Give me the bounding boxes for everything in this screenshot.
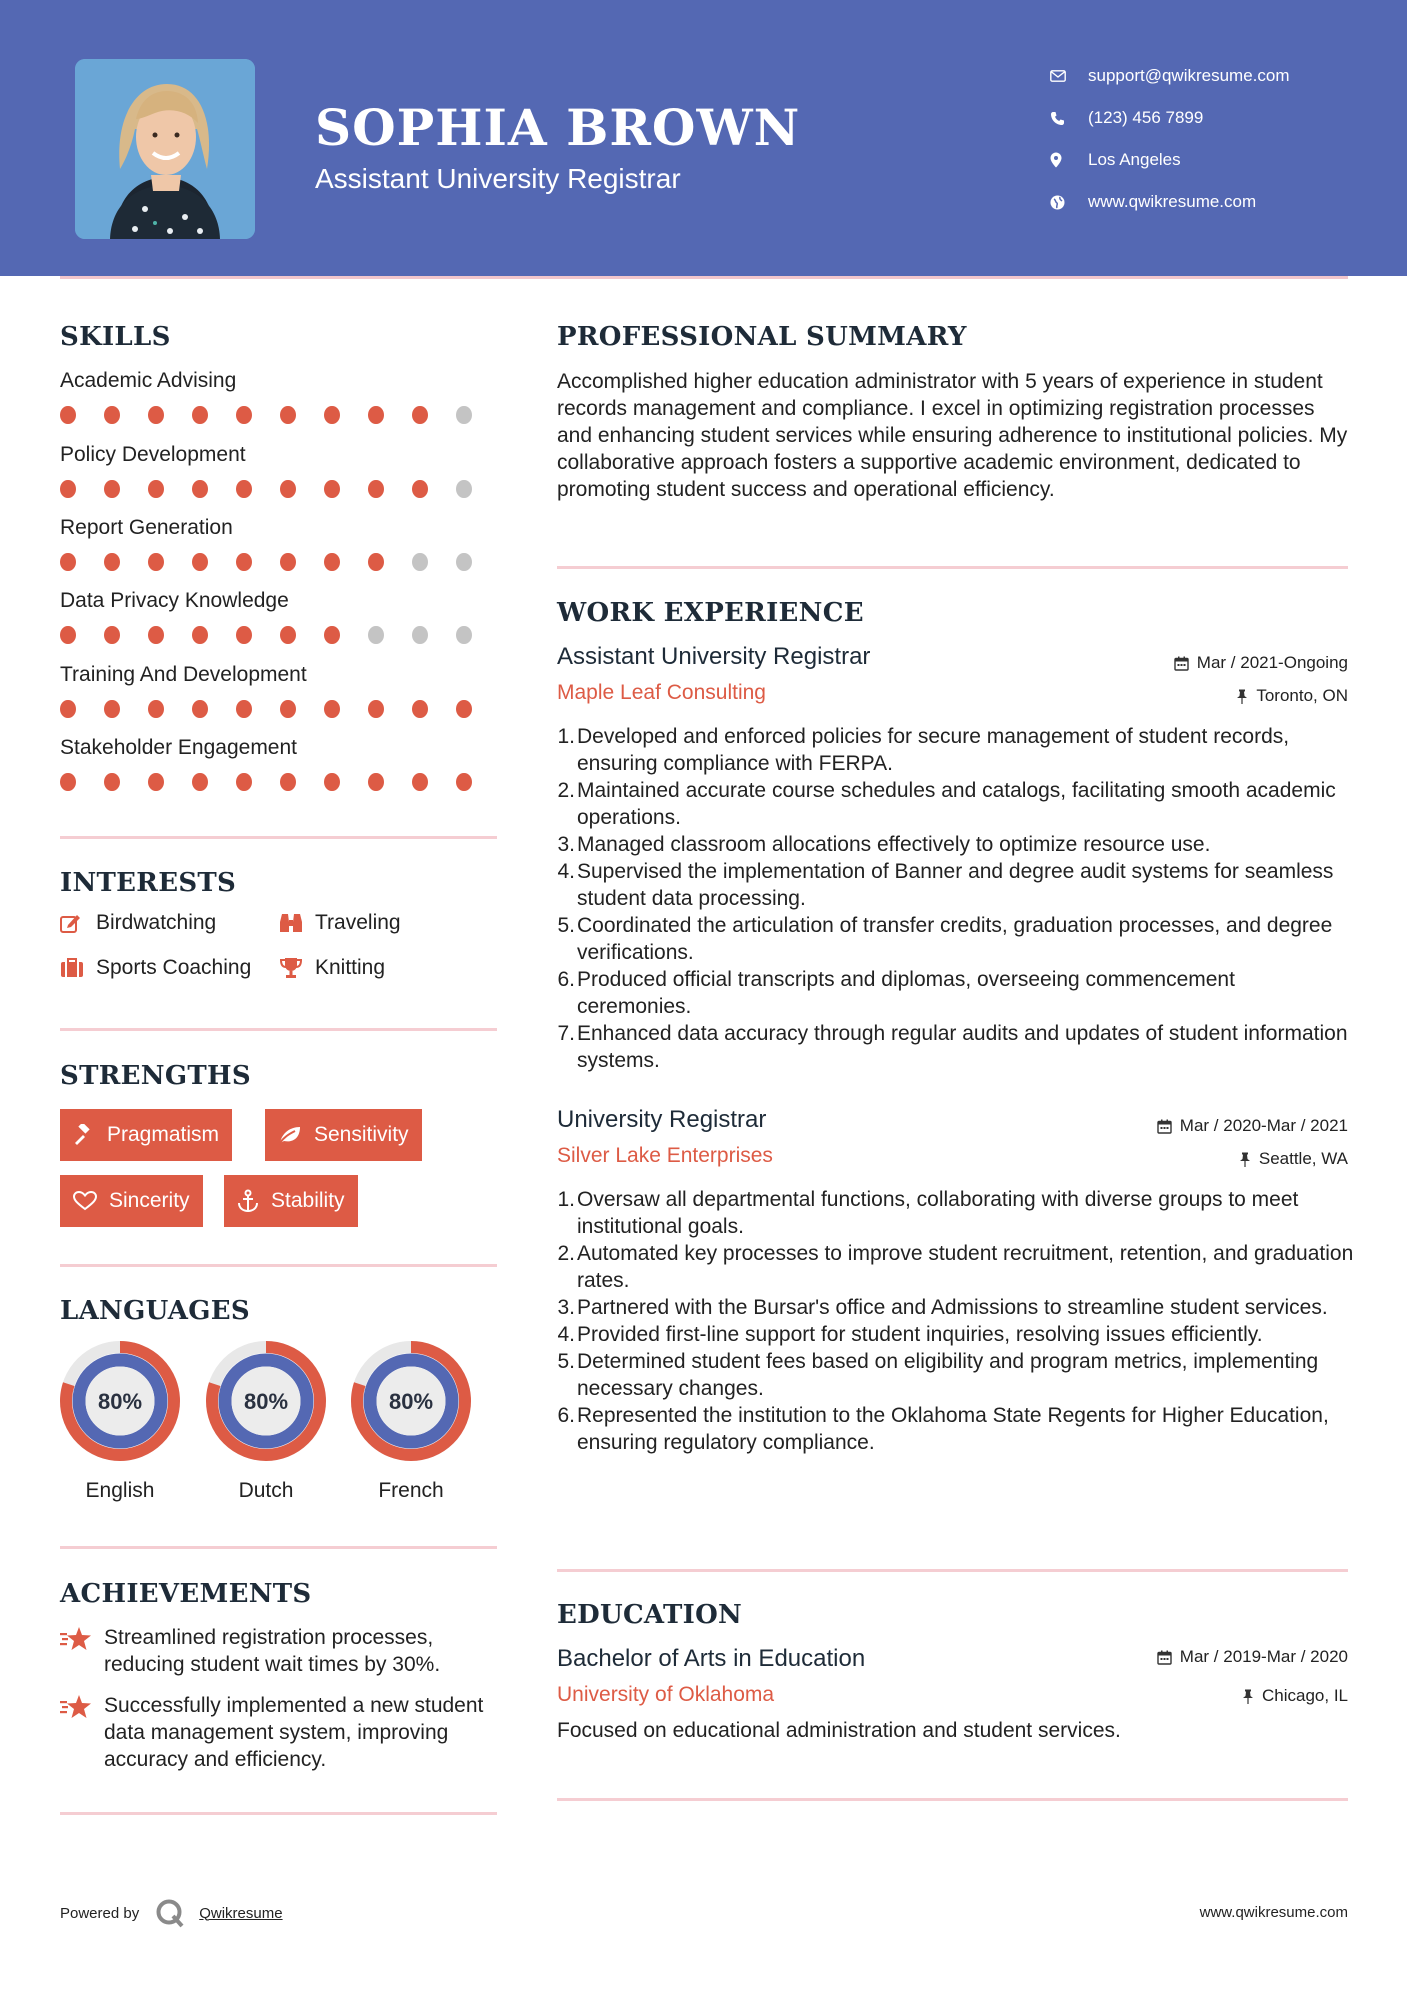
- duty-text: Managed classroom allocations effectively to optimize resource use.: [577, 833, 1211, 856]
- skill-name: Stakeholder Engagement: [60, 736, 297, 759]
- calendar-icon: [1157, 1119, 1172, 1134]
- duty-number: 6.: [557, 968, 575, 991]
- skill-dot-filled: [412, 480, 428, 498]
- skill-dot-filled: [148, 773, 164, 791]
- education-date: [1157, 1647, 1348, 1667]
- skill-dot-empty: [412, 626, 428, 644]
- achievement-text: Streamlined registration processes, reducing student wait times by 30%.: [104, 1626, 441, 1676]
- contact-website[interactable]: [1050, 181, 1380, 223]
- skills-heading: SKILLS: [60, 322, 171, 352]
- skill-dot-filled: [104, 773, 120, 791]
- section-divider: [60, 836, 497, 839]
- phone-icon: [1050, 111, 1088, 126]
- powered-by-text: Powered by: [60, 1904, 140, 1922]
- skill-dot-filled: [324, 773, 340, 791]
- trophy-icon: [279, 957, 315, 979]
- binoculars-icon: [279, 912, 315, 934]
- skill-dot-filled: [148, 480, 164, 498]
- job-location: [1239, 1149, 1348, 1169]
- contact-email[interactable]: [1050, 55, 1380, 97]
- skill-dot-empty: [456, 626, 472, 644]
- experience-heading: WORK EXPERIENCE: [557, 598, 864, 628]
- interest-item: [279, 911, 401, 935]
- skill-dot-filled: [324, 406, 340, 424]
- company-name: Silver Lake Enterprises: [557, 1144, 773, 1167]
- skill-dot-filled: [192, 773, 208, 791]
- duty-number: 4.: [557, 1323, 575, 1346]
- achievement-item: [60, 1692, 500, 1773]
- skill-dot-filled: [104, 700, 120, 718]
- duty-item: [555, 1020, 1355, 1074]
- skill-dot-filled: [236, 626, 252, 644]
- skill-dot-filled: [60, 626, 76, 644]
- language-item: [59, 1340, 181, 1503]
- skill-training-development: [60, 660, 500, 718]
- map-marker-icon: [1050, 152, 1088, 168]
- star-icon: [60, 1692, 104, 1773]
- skill-dot-filled: [60, 700, 76, 718]
- brand-link[interactable]: Qwikresume: [199, 1904, 283, 1922]
- languages-heading: LANGUAGES: [60, 1296, 250, 1326]
- education-location: [1242, 1686, 1348, 1706]
- duty-number: 5.: [557, 1350, 575, 1373]
- skill-report-generation: [60, 513, 500, 571]
- skill-dot-filled: [104, 553, 120, 571]
- calendar-icon: [1174, 656, 1189, 671]
- job-duties: [555, 723, 1355, 1074]
- skill-name: Training And Development: [60, 663, 307, 686]
- skill-dot-filled: [104, 480, 120, 498]
- duty-number: 3.: [557, 833, 575, 856]
- language-item: [350, 1340, 472, 1503]
- candidate-name: SOPHIA BROWN: [315, 98, 801, 157]
- skill-dot-filled: [412, 406, 428, 424]
- duty-number: 3.: [557, 1296, 575, 1319]
- strength-badge: [265, 1109, 422, 1161]
- contact-list: [1050, 55, 1380, 223]
- strength-label: Sensitivity: [314, 1123, 409, 1146]
- duty-text: Maintained accurate course schedules and catalogs, facilitating smooth academic operations.: [577, 779, 1336, 829]
- interest-item: [279, 956, 385, 980]
- skill-dot-filled: [236, 553, 252, 571]
- skill-name: Data Privacy Knowledge: [60, 589, 289, 612]
- duty-item: [555, 831, 1355, 858]
- leaf-icon: [278, 1125, 302, 1145]
- skill-dot-filled: [324, 553, 340, 571]
- skill-rating: [60, 626, 500, 644]
- duty-text: Partnered with the Bursar's office and Admissions to streamline student services.: [577, 1296, 1328, 1319]
- strength-badge: [224, 1175, 358, 1227]
- skill-dot-filled: [236, 773, 252, 791]
- skill-dot-filled: [236, 406, 252, 424]
- language-name: English: [85, 1479, 155, 1502]
- envelope-icon: [1050, 70, 1088, 82]
- skill-dot-empty: [456, 480, 472, 498]
- duty-item: [555, 966, 1355, 1020]
- skill-dot-filled: [148, 406, 164, 424]
- skill-dot-filled: [324, 480, 340, 498]
- skill-dot-filled: [368, 773, 384, 791]
- language-name: Dutch: [238, 1479, 294, 1502]
- education-heading: EDUCATION: [557, 1600, 743, 1630]
- skill-rating: [60, 773, 500, 791]
- strength-label: Stability: [271, 1189, 345, 1212]
- duty-number: 4.: [557, 860, 575, 883]
- strength-label: Sincerity: [109, 1189, 190, 1212]
- skill-dot-empty: [456, 406, 472, 424]
- duty-item: [555, 1186, 1355, 1240]
- duty-number: 7.: [557, 1022, 575, 1045]
- duty-item: [555, 1240, 1355, 1294]
- skill-dot-filled: [148, 626, 164, 644]
- contact-phone-text: (123) 456 7899: [1088, 108, 1204, 127]
- pushpin-icon: [1242, 1689, 1254, 1704]
- job-date-text: Mar / 2021-Ongoing: [1196, 653, 1348, 672]
- duty-item: [555, 723, 1355, 777]
- duty-text: Represented the institution to the Oklahoma State Regents for Higher Education, ensuring regulatory compliance.: [577, 1404, 1329, 1454]
- job-date-text: Mar / 2020-Mar / 2021: [1179, 1116, 1348, 1135]
- skill-dot-filled: [104, 406, 120, 424]
- duty-item: [555, 858, 1355, 912]
- achievements-heading: ACHIEVEMENTS: [60, 1579, 312, 1609]
- strength-badge: [60, 1109, 232, 1161]
- pushpin-icon: [1236, 689, 1248, 704]
- skill-dot-filled: [236, 480, 252, 498]
- duty-text: Determined student fees based on eligibility and program metrics, implementing necessary changes.: [577, 1350, 1319, 1400]
- strength-label: Pragmatism: [107, 1123, 220, 1146]
- duty-text: Produced official transcripts and diplomas, overseeing commencement ceremonies.: [577, 968, 1235, 1018]
- interest-label: Birdwatching: [96, 911, 217, 934]
- language-percent: 80%: [243, 1389, 289, 1414]
- achievement-item: [60, 1624, 500, 1678]
- skill-dot-filled: [192, 553, 208, 571]
- skill-dot-filled: [280, 553, 296, 571]
- job-location-text: Toronto, ON: [1256, 686, 1348, 705]
- language-percent: 80%: [97, 1389, 143, 1414]
- skill-dot-filled: [280, 700, 296, 718]
- qwikresume-logo-icon: [155, 1898, 185, 1928]
- candidate-title: Assistant University Registrar: [315, 163, 681, 194]
- job-title: University Registrar: [557, 1106, 767, 1133]
- skill-dot-filled: [60, 406, 76, 424]
- skill-dot-filled: [280, 406, 296, 424]
- skill-dot-filled: [192, 700, 208, 718]
- duty-item: [555, 777, 1355, 831]
- strengths-heading: STRENGTHS: [60, 1061, 251, 1091]
- job-date: [1174, 653, 1348, 673]
- skill-policy-development: [60, 440, 500, 498]
- interest-item: [60, 956, 251, 980]
- duty-item: [555, 1402, 1355, 1456]
- contact-website-text: www.qwikresume.com: [1088, 192, 1257, 211]
- interest-label: Traveling: [315, 911, 401, 934]
- education-description: Focused on educational administration and student services.: [557, 1719, 1121, 1742]
- duty-number: 1.: [557, 1188, 575, 1211]
- skill-dot-empty: [456, 553, 472, 571]
- duty-number: 2.: [557, 1242, 575, 1265]
- summary-text: Accomplished higher education administrator with 5 years of experience in student records management and compliance. I excel in optimizing registration processes and enhancing student services while ensuring adherence to institutional policies. My collaborative approach fosters a supportive academic environment, dedicated to promoting student success and operational efficiency.: [557, 370, 1348, 501]
- duty-text: Developed and enforced policies for secure management of student records, ensuring compliance with FERPA.: [577, 725, 1290, 775]
- duty-text: Provided first-line support for student inquiries, resolving issues efficiently.: [577, 1323, 1263, 1346]
- skill-dot-filled: [324, 700, 340, 718]
- skill-dot-filled: [280, 480, 296, 498]
- skill-rating: [60, 553, 500, 571]
- duty-text: Automated key processes to improve student recruitment, retention, and graduation rates.: [577, 1242, 1354, 1292]
- skill-dot-filled: [368, 406, 384, 424]
- achievement-text: Successfully implemented a new student data management system, improving accuracy and efficiency.: [104, 1694, 484, 1771]
- duty-text: Enhanced data accuracy through regular audits and updates of student information systems.: [577, 1022, 1348, 1072]
- star-icon: [60, 1624, 104, 1678]
- header-divider: [60, 276, 1348, 279]
- skill-rating: [60, 700, 500, 718]
- job-location-text: Seattle, WA: [1258, 1149, 1348, 1168]
- pushpin-icon: [1239, 1152, 1251, 1167]
- duty-number: 1.: [557, 725, 575, 748]
- language-name: French: [378, 1479, 444, 1502]
- interest-label: Sports Coaching: [96, 956, 252, 979]
- skill-dot-filled: [368, 553, 384, 571]
- duty-item: [555, 912, 1355, 966]
- skill-name: Report Generation: [60, 516, 233, 539]
- skill-data-privacy: [60, 586, 500, 644]
- skill-name: Academic Advising: [60, 369, 237, 392]
- job-date: [1157, 1116, 1348, 1136]
- degree-title: Bachelor of Arts in Education: [557, 1645, 866, 1672]
- interest-item: [60, 911, 216, 935]
- duty-text: Oversaw all departmental functions, collaborating with diverse groups to meet institutional goals.: [577, 1188, 1299, 1238]
- job-duties: [555, 1186, 1355, 1456]
- skill-stakeholder-engagement: [60, 733, 500, 791]
- duty-item: [555, 1294, 1355, 1321]
- contact-email-text: support@qwikresume.com: [1088, 66, 1290, 85]
- skill-dot-filled: [60, 773, 76, 791]
- skill-dot-filled: [368, 700, 384, 718]
- skill-dot-filled: [412, 700, 428, 718]
- language-ring: [350, 1340, 472, 1467]
- language-percent: 80%: [388, 1389, 434, 1414]
- education-date-text: Mar / 2019-Mar / 2020: [1179, 1647, 1348, 1666]
- skill-rating: [60, 480, 500, 498]
- section-divider: [557, 566, 1348, 569]
- language-ring-chart: [59, 1340, 181, 1462]
- contact-location: [1050, 139, 1380, 181]
- skill-dot-filled: [148, 700, 164, 718]
- skill-dot-filled: [324, 626, 340, 644]
- skill-dot-filled: [280, 773, 296, 791]
- company-name: Maple Leaf Consulting: [557, 681, 766, 704]
- duty-number: 2.: [557, 779, 575, 802]
- language-ring-chart: [205, 1340, 327, 1462]
- skill-dot-filled: [192, 626, 208, 644]
- skill-rating: [60, 406, 500, 424]
- skill-dot-filled: [60, 553, 76, 571]
- skill-dot-filled: [456, 773, 472, 791]
- contact-location-text: Los Angeles: [1088, 150, 1181, 169]
- skill-dot-filled: [368, 480, 384, 498]
- duty-text: Coordinated the articulation of transfer credits, graduation processes, and degree verifications.: [577, 914, 1333, 964]
- skill-name: Policy Development: [60, 443, 246, 466]
- pencil-icon: [60, 913, 96, 933]
- resume-header: [0, 0, 1407, 276]
- profile-photo: [75, 59, 255, 239]
- skill-dot-empty: [412, 553, 428, 571]
- skill-dot-filled: [148, 553, 164, 571]
- skill-dot-filled: [280, 626, 296, 644]
- language-ring: [205, 1340, 327, 1467]
- interests-heading: INTERESTS: [60, 868, 237, 898]
- gavel-icon: [73, 1124, 95, 1146]
- section-divider: [557, 1798, 1348, 1801]
- skill-academic-advising: [60, 366, 500, 424]
- language-ring-chart: [350, 1340, 472, 1462]
- summary-heading: PROFESSIONAL SUMMARY: [557, 322, 967, 352]
- footer-powered-by: [60, 1898, 283, 1928]
- duty-item: [555, 1321, 1355, 1348]
- job-location: [1236, 686, 1348, 706]
- footer-url[interactable]: www.qwikresume.com: [1199, 1904, 1348, 1921]
- skill-dot-filled: [60, 480, 76, 498]
- section-divider: [60, 1264, 497, 1267]
- skill-dot-filled: [192, 480, 208, 498]
- anchor-icon: [237, 1189, 259, 1213]
- contact-phone[interactable]: [1050, 97, 1380, 139]
- duty-item: [555, 1348, 1355, 1402]
- heart-icon: [73, 1191, 97, 1211]
- section-divider: [557, 1569, 1348, 1572]
- language-ring: [59, 1340, 181, 1467]
- duty-number: 6.: [557, 1404, 575, 1427]
- suitcase-icon: [60, 958, 96, 978]
- skill-dot-filled: [236, 700, 252, 718]
- duty-text: Supervised the implementation of Banner and degree audit systems for seamless student data processing.: [577, 860, 1334, 910]
- skill-dot-filled: [412, 773, 428, 791]
- job-title: Assistant University Registrar: [557, 643, 871, 670]
- interest-label: Knitting: [315, 956, 386, 979]
- duty-number: 5.: [557, 914, 575, 937]
- strength-badge: [60, 1175, 203, 1227]
- school-name: University of Oklahoma: [557, 1683, 775, 1706]
- skill-dot-filled: [456, 700, 472, 718]
- skill-dot-filled: [104, 626, 120, 644]
- section-divider: [60, 1028, 497, 1031]
- education-location-text: Chicago, IL: [1262, 1686, 1348, 1705]
- calendar-icon: [1157, 1650, 1172, 1665]
- skill-dot-empty: [368, 626, 384, 644]
- language-item: [205, 1340, 327, 1503]
- globe-icon: [1050, 195, 1088, 210]
- section-divider: [60, 1812, 497, 1815]
- section-divider: [60, 1546, 497, 1549]
- skill-dot-filled: [192, 406, 208, 424]
